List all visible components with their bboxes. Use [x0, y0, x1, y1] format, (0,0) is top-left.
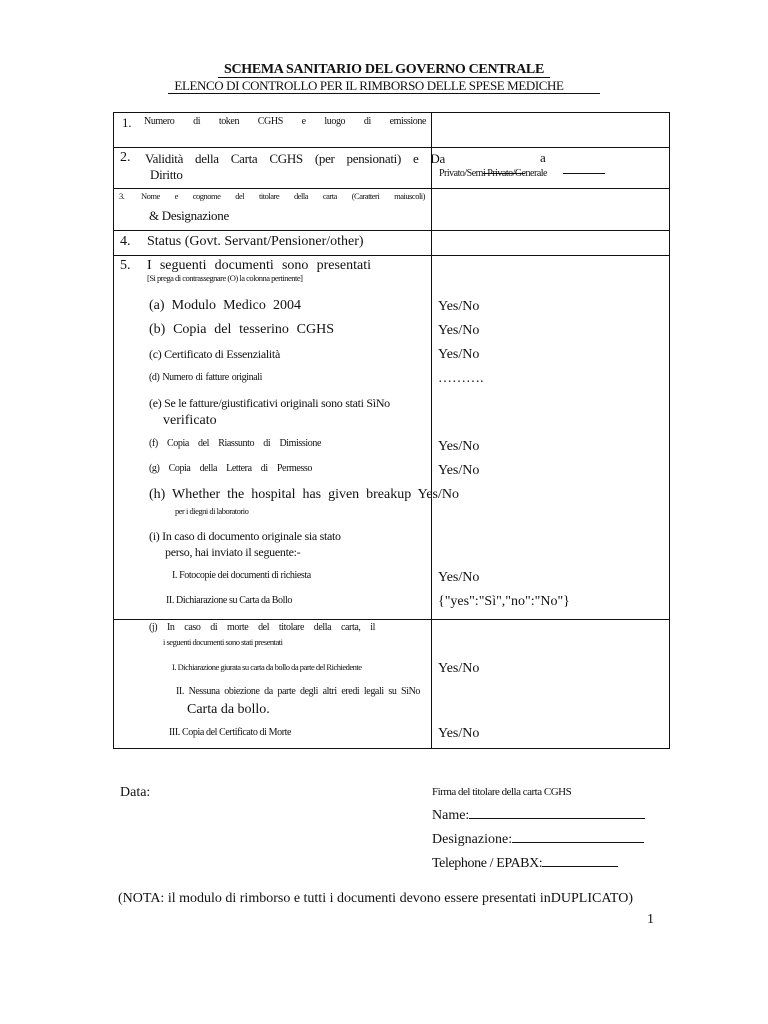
- death-sub3-value[interactable]: Yes/No: [438, 726, 480, 741]
- table-row-6: [114, 620, 670, 749]
- doc-a-value[interactable]: Yes/No: [438, 299, 480, 314]
- doc-i-sub2-label: II. Dichiarazione su Carta da Bollo: [166, 595, 292, 606]
- doc-g-value[interactable]: Yes/No: [438, 463, 480, 478]
- death-sub2-label: II. Nessuna obiezione da parte degli altri eredi legali su SìNo: [176, 686, 420, 697]
- page-number: 1: [647, 912, 654, 927]
- designation-field[interactable]: [432, 832, 644, 848]
- entitlement-label: Diritto: [150, 167, 183, 182]
- row-number: 4.: [120, 234, 131, 249]
- token-label: Numero di token CGHS e luogo di emissione: [144, 116, 426, 127]
- holder-name-label: Nome e cognome del titolare della carta (Caratteri maiuscoli): [141, 191, 425, 201]
- date-label: Data:: [120, 785, 151, 800]
- name-label: Name:: [432, 808, 470, 823]
- doc-h-label-2: per i diegni di laboratorio: [175, 506, 249, 516]
- row-number: 5.: [120, 258, 131, 273]
- doc-i-label-2: perso, hai inviato il seguente:-: [165, 545, 301, 559]
- designation-label: & Designazione: [149, 208, 229, 223]
- token-value-cell[interactable]: [432, 113, 670, 148]
- doc-a-label: (a) Modulo Medico 2004: [149, 298, 301, 313]
- checklist-table: [113, 112, 670, 749]
- doc-i-sub1-label: I. Fotocopie dei documenti di richiesta: [172, 570, 311, 581]
- phone-label: Telephone / EPABX:: [432, 856, 543, 871]
- doc-i-sub2-value[interactable]: {"yes":"Sì","no":"No"}: [438, 594, 570, 609]
- document-title: SCHEMA SANITARIO DEL GOVERNO CENTRALE: [0, 62, 768, 78]
- table-row-5: [114, 256, 670, 620]
- doc-e-label: (e) Se le fatture/giustificativi originali sono stati SìNo: [149, 396, 390, 410]
- designation-label: Designazione:: [432, 832, 513, 847]
- footer-note: (NOTA: il modulo di rimborso e tutti i documenti devono essere presentati inDUPLICATO): [118, 891, 633, 906]
- doc-g-label: (g) Copia della Lettera di Permesso: [149, 463, 312, 474]
- validity-to-label: a: [540, 150, 546, 165]
- validity-to-blank[interactable]: [563, 161, 605, 179]
- documents-label: I seguenti documenti sono presentati: [147, 258, 371, 273]
- documents-note: [Si prega di contrassegnare (O) la colonna pertinente]: [147, 273, 303, 283]
- death-label-2: i seguenti documenti sono stati presentati: [163, 637, 283, 647]
- row-number: 3.: [119, 191, 125, 201]
- death-sub3-label: III. Copia del Certificato di Morte: [169, 727, 292, 738]
- doc-c-value[interactable]: Yes/No: [438, 347, 480, 362]
- table-row-4: [114, 231, 670, 256]
- doc-f-value[interactable]: Yes/No: [438, 439, 480, 454]
- doc-f-label: (f) Copia del Riassunto di Dimissione: [149, 438, 321, 449]
- death-sub2-label-2: Carta da bollo.: [187, 702, 270, 717]
- document-subtitle: ELENCO DI CONTROLLO PER IL RIMBORSO DELLE SPESE MEDICHE: [0, 78, 768, 94]
- table-row-1: [114, 113, 670, 148]
- signature-label: Firma del titolare della carta CGHS: [432, 786, 572, 798]
- table-row-3: [114, 189, 670, 231]
- phone-field[interactable]: [432, 856, 618, 872]
- doc-d-label: (d) Numero di fatture originali: [149, 372, 262, 383]
- death-sub1-value[interactable]: Yes/No: [438, 661, 480, 676]
- doc-i-label: (i) In caso di documento originale sia stato: [149, 529, 341, 543]
- doc-d-value[interactable]: ……….: [438, 371, 484, 386]
- table-row-2: [114, 148, 670, 189]
- doc-h-label: (h) Whether the hospital has given breakup Yes/No: [149, 487, 459, 502]
- status-label: Status (Govt. Servant/Pensioner/other): [147, 234, 364, 249]
- holder-name-value-cell[interactable]: [432, 189, 670, 231]
- name-field[interactable]: [432, 808, 645, 824]
- death-sub1-label: I. Dichiarazione giurata su carta da bollo da parte del Richiedente: [172, 662, 362, 672]
- doc-c-label: (c) Certificato di Essenzialità: [149, 347, 280, 361]
- row-number: 1.: [122, 115, 132, 130]
- doc-i-sub1-value[interactable]: Yes/No: [438, 570, 480, 585]
- status-value-cell[interactable]: [432, 231, 670, 256]
- doc-b-label: (b) Copia del tesserino CGHS: [149, 322, 334, 337]
- death-label: (j) In caso di morte del titolare della carta, il: [149, 622, 375, 633]
- doc-e-label-2: verificato: [163, 413, 217, 428]
- doc-b-value[interactable]: Yes/No: [438, 323, 480, 338]
- row-number: 2.: [120, 150, 131, 165]
- entitlement-options: Privato/Semi Privato/Generale: [439, 168, 547, 179]
- validity-label: Validità della Carta CGHS (per pensionati) e Da: [145, 151, 445, 166]
